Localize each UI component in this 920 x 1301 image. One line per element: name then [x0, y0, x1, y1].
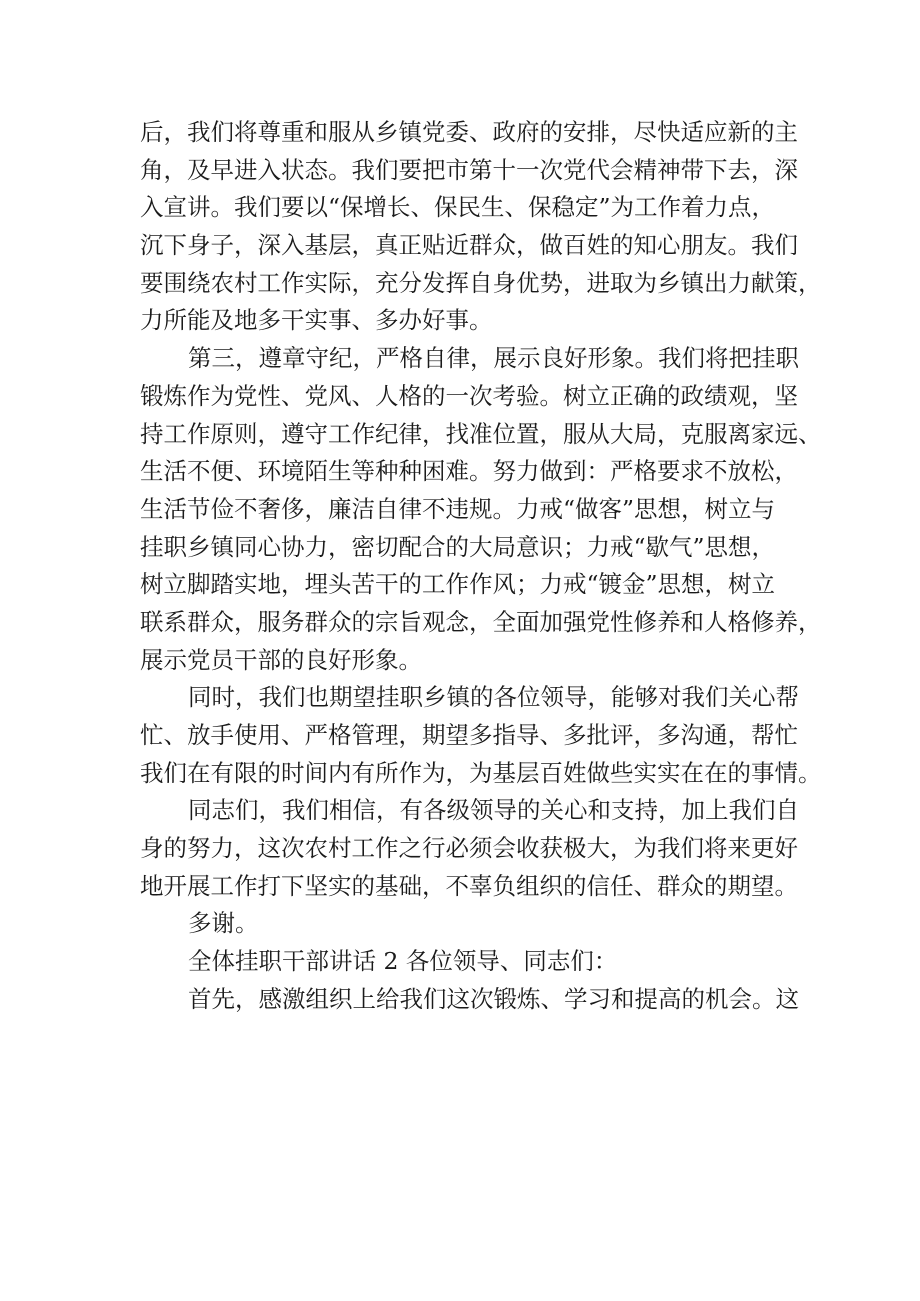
text-line: 沉下身子，深入基层，真正贴近群众，做百姓的知心朋友。我们: [140, 231, 798, 260]
text-line: 全体挂职干部讲话 2 各位领导、同志们：: [188, 947, 618, 976]
text-line: 首先，感激组织上给我们这次锻炼、学习和提高的机会。这: [188, 984, 799, 1013]
text-line: 联系群众，服务群众的宗旨观念，全面加强党性修养和人格修养，: [140, 607, 822, 636]
text-line: 身的努力，这次农村工作之行必须会收获极大，为我们将来更好: [140, 834, 798, 863]
text-line: 生活节俭不奢侈，廉洁自律不违规。力戒“做客”思想，树立与: [140, 494, 776, 523]
text-line: 同时，我们也期望挂职乡镇的各位领导，能够对我们关心帮: [188, 683, 799, 712]
text-line: 多谢。: [188, 909, 259, 938]
text-line: 持工作原则，遵守工作纪律，找准位置，服从大局，克服离家远、: [140, 419, 822, 448]
text-line: 树立脚踏实地，埋头苦干的工作作风；力戒“镀金”思想，树立: [140, 570, 776, 599]
text-line: 角，及早进入状态。我们要把市第十一次党代会精神带下去，深: [140, 155, 798, 184]
text-line: 忙、放手使用、严格管理，期望多指导、多批评，多沟通，帮忙: [140, 721, 798, 749]
text-line: 入宣讲。我们要以“保增长、保民生、保稳定”为工作着力点，: [140, 193, 776, 222]
text-line: 锻炼作为党性、党风、人格的一次考验。树立正确的政绩观，坚: [140, 381, 798, 410]
text-line: 要围绕农村工作实际，充分发挥自身优势，进取为乡镇出力献策，: [140, 268, 822, 297]
text-line: 同志们，我们相信，有各级领导的关心和支持，加上我们自: [188, 796, 799, 825]
text-line: 力所能及地多干实事、多办好事。: [140, 306, 493, 335]
text-line: 生活不便、环境陌生等种种困难。努力做到：严格要求不放松，: [140, 457, 798, 486]
text-line: 第三，遵章守纪，严格自律，展示良好形象。我们将把挂职: [188, 344, 799, 373]
text-line: 地开展工作打下坚实的基础，不辜负组织的信任、群众的期望。: [140, 871, 798, 900]
text-line: 展示党员干部的良好形象。: [140, 645, 422, 674]
text-line: 后，我们将尊重和服从乡镇党委、政府的安排，尽快适应新的主: [140, 118, 798, 146]
document-body: [140, 114, 822, 1019]
text-line: 我们在有限的时间内有所作为，为基层百姓做些实实在在的事情。: [140, 758, 822, 787]
text-line: 挂职乡镇同心协力，密切配合的大局意识；力戒“歇气”思想，: [140, 532, 776, 561]
